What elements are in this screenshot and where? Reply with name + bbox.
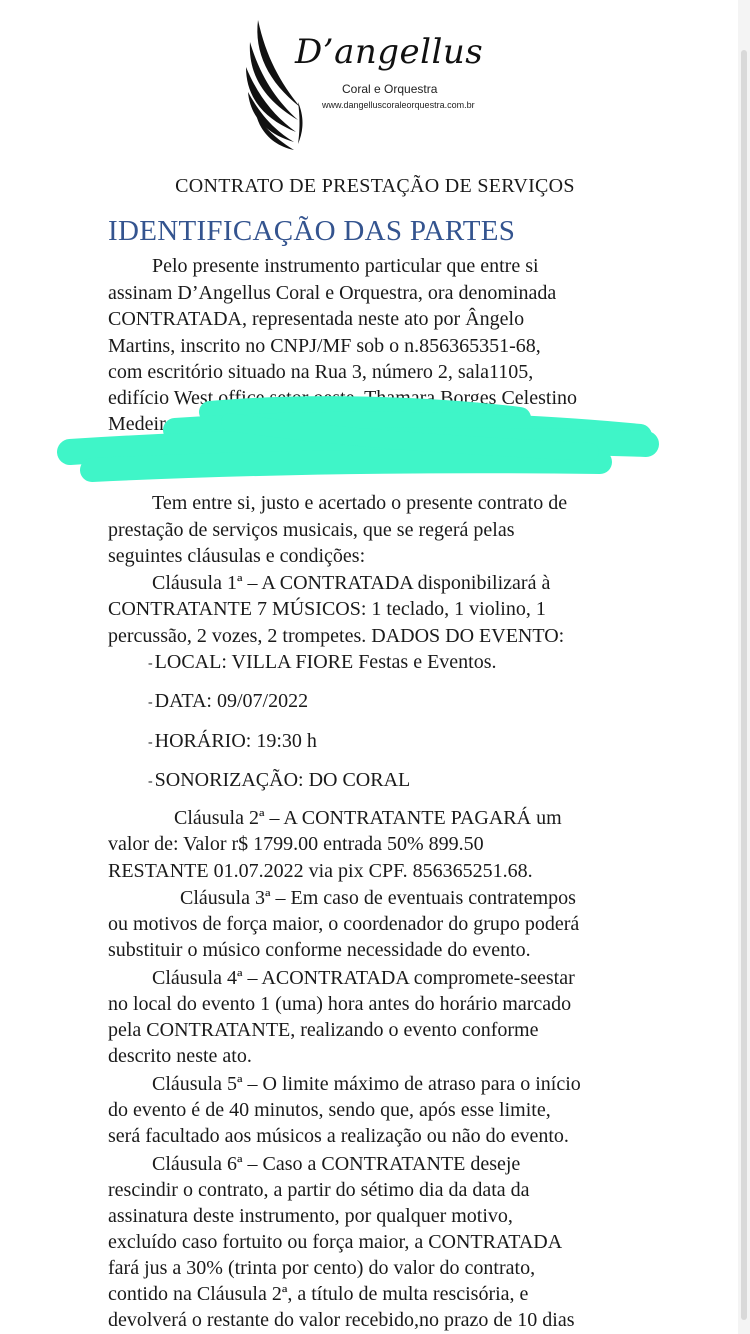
event-date: - DATA: 09/07/2022 xyxy=(148,688,308,717)
paragraph-line: edifício West office setor oeste. Thamara Borges Celestino xyxy=(108,387,578,409)
clause-3-line: substituir o músico conforme necessidade do evento. xyxy=(108,939,531,961)
scrollbar-thumb[interactable] xyxy=(741,50,747,1320)
clause-3-line: Cláusula 3ª – Em caso de eventuais contratempos xyxy=(180,887,576,909)
paragraph-line: assinam D’Angellus Coral e Orquestra, ora denominada xyxy=(108,282,557,304)
clause-1-line: Cláusula 1ª – A CONTRATADA disponibilizará à xyxy=(152,572,551,594)
paragraph-line: Pelo presente instrumento particular que entre si xyxy=(152,255,539,277)
clause-6-line: excluído caso fortuito ou força maior, a CONTRATADA xyxy=(108,1231,563,1253)
clause-6-line: devolverá o restante do valor recebido,no prazo de 10 dias xyxy=(108,1309,575,1331)
logo-name: D’angellus xyxy=(295,32,484,72)
section-heading: IDENTIFICAÇÃO DAS PARTES xyxy=(108,215,516,247)
paragraph-line: com escritório situado na Rua 3, número 2, sala1105, xyxy=(108,361,534,383)
paragraph-line: prestação de serviços musicais, que se regerá pelas xyxy=(108,519,515,541)
event-local: - LOCAL: VILLA FIORE Festas e Eventos. xyxy=(148,649,497,678)
scrollbar[interactable] xyxy=(738,0,750,1334)
event-sound: - SONORIZAÇÃO: DO CORAL xyxy=(148,767,410,796)
clause-4-line: pela CONTRATANTE, realizando o evento conforme xyxy=(108,1019,539,1041)
paragraph-line: Martins, inscrito no CNPJ/MF sob o n.856365351-68, xyxy=(108,335,541,357)
clause-1-line: percussão, 2 vozes, 2 trompetes. DADOS DO EVENTO: xyxy=(108,625,565,647)
paragraph-line: seguintes cláusulas e condições: xyxy=(108,545,366,567)
clause-5-line: do evento é de 40 minutos, sendo que, após esse limite, xyxy=(108,1099,551,1121)
paragraph-line: Tem entre si, justo e acertado o presente contrato de xyxy=(152,492,568,514)
event-time: - HORÁRIO: 19:30 h xyxy=(148,728,317,757)
logo-subtitle: Coral e Orquestra xyxy=(342,82,438,96)
paragraph-line: CONTRATADA, representada neste ato por Ângelo xyxy=(108,308,525,330)
logo-url: www.dangelluscoraleorquestra.com.br xyxy=(322,100,475,110)
clause-5-line: Cláusula 5ª – O limite máximo de atraso para o início xyxy=(152,1073,581,1095)
company-logo xyxy=(240,12,530,152)
clause-1-line: CONTRATANTE 7 MÚSICOS: 1 teclado, 1 violino, 1 xyxy=(108,598,546,620)
paragraph-line: Medeiros xyxy=(108,413,184,435)
clause-6-line: Cláusula 6ª – Caso a CONTRATANTE deseje xyxy=(152,1153,521,1175)
clause-2-line: Cláusula 2ª – A CONTRATANTE PAGARÁ um xyxy=(174,807,562,829)
clause-6-line: assinatura deste instrumento, por qualquer motivo, xyxy=(108,1205,513,1227)
clause-4-line: Cláusula 4ª – ACONTRATADA compromete-seestar xyxy=(152,967,575,989)
clause-4-line: descrito neste ato. xyxy=(108,1045,252,1067)
clause-4-line: no local do evento 1 (uma) hora antes do horário marcado xyxy=(108,993,572,1015)
clause-2-line: valor de: Valor r$ 1799.00 entrada 50% 899.50 xyxy=(108,833,484,855)
clause-3-line: ou motivos de força maior, o coordenador do grupo poderá xyxy=(108,913,580,935)
document-title: CONTRATO DE PRESTAÇÃO DE SERVIÇOS xyxy=(175,175,575,197)
clause-2-line: RESTANTE 01.07.2022 via pix CPF. 856365251.68. xyxy=(108,860,533,882)
clause-6-line: contido na Cláusula 2ª, a título de multa rescisória, e xyxy=(108,1283,529,1305)
clause-6-line: rescindir o contrato, a partir do sétimo dia da data da xyxy=(108,1179,530,1201)
clause-6-line: fará jus a 30% (trinta por cento) do valor do contrato, xyxy=(108,1257,536,1279)
paragraph-line: Rua xyxy=(108,440,141,462)
clause-5-line: será facultado aos músicos a realização ou não do evento. xyxy=(108,1125,569,1147)
